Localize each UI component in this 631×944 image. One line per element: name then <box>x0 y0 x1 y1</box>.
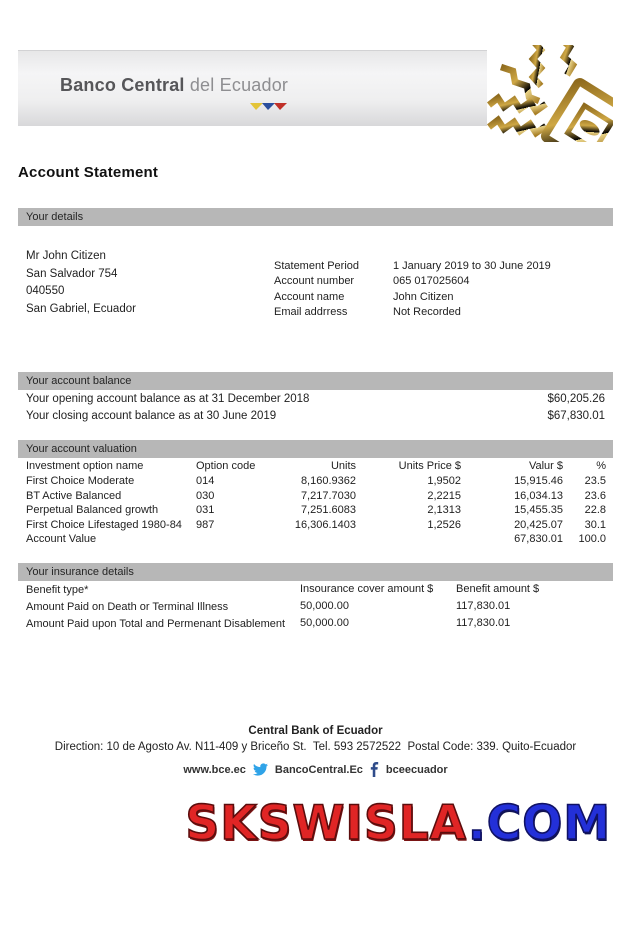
details-block <box>18 248 613 320</box>
detail-value: 065 017025604 <box>393 275 470 288</box>
units-price <box>356 532 461 547</box>
address-line: Mr John Citizen <box>26 250 106 262</box>
opening-balance-value: $60,205.26 <box>547 393 605 406</box>
investment-name: Perpetual Balanced growth <box>26 504 159 517</box>
option-code: 987 <box>196 518 215 531</box>
percent: 30.1 <box>584 518 606 531</box>
opening-balance-label: Your opening account balance as at 31 December 2018 <box>26 393 310 406</box>
units <box>268 532 356 547</box>
investment-name: First Choice Lifestaged 1980-84 <box>26 518 182 531</box>
twitter-handle[interactable]: BancoCentral.Ec <box>274 763 363 776</box>
closing-balance-value: $67,830.01 <box>547 410 605 423</box>
bank-header-banner <box>18 50 613 126</box>
column-header: Valur $ <box>528 460 563 473</box>
detail-value: 1 January 2019 to 30 June 2019 <box>393 260 551 272</box>
footer-address: Direction: 10 de Agosto Av. N11-409 y Briceño St. Tel. 593 2572522 Postal Code: 339. Quito-Ecuador <box>54 741 577 754</box>
ecuador-flag-triangles-icon <box>248 99 290 117</box>
footer-social-row <box>18 762 613 777</box>
insurance-header-row <box>18 582 613 599</box>
column-header: Option code <box>196 460 256 473</box>
detail-row <box>274 290 613 305</box>
table-row <box>18 503 613 518</box>
detail-row <box>274 259 613 274</box>
column-header: Units Price $ <box>398 460 461 473</box>
facebook-handle[interactable]: bceecuador <box>385 763 448 776</box>
benefit-amount: 117,830.01 <box>456 599 511 612</box>
option-code <box>196 532 268 547</box>
detail-value: Not Recorded <box>393 305 461 318</box>
section-header-account-valuation: Your account valuation <box>18 440 613 458</box>
percent: 23.5 <box>584 475 606 488</box>
valuation-table <box>18 459 613 547</box>
percent: 23.6 <box>584 489 606 502</box>
account-value-row <box>18 532 613 547</box>
watermark-blue-text: .COM <box>467 796 611 852</box>
section-header-insurance-details: Your insurance details <box>18 563 613 581</box>
benefit-type: Amount Paid on Death or Terminal Illness <box>26 600 229 613</box>
investment-name: First Choice Moderate <box>26 475 135 488</box>
page-title: Account Statement <box>18 164 159 181</box>
units-price: 2,1313 <box>427 504 461 517</box>
watermark-red-text: SKSWISLA <box>185 796 468 852</box>
units-price: 2,2215 <box>427 489 461 502</box>
table-row <box>18 599 613 616</box>
detail-row <box>274 305 613 320</box>
section-header-your-details: Your details <box>18 208 613 226</box>
column-header: Benefit type* <box>26 584 89 597</box>
website-link[interactable]: www.bce.ec <box>183 763 246 776</box>
investment-name: Account Value <box>26 533 97 546</box>
address-line: San Gabriel, Ecuador <box>26 302 136 315</box>
closing-balance-row <box>18 407 613 424</box>
benefit-type: Amount Paid upon Total and Permenant Disablement <box>26 617 286 630</box>
column-header: Insourance cover amount $ <box>300 583 434 596</box>
units: 16,306.1403 <box>294 518 356 531</box>
units-price: 1,2526 <box>427 518 461 531</box>
opening-balance-row <box>18 390 613 407</box>
detail-row <box>274 274 613 289</box>
value: 15,455.35 <box>514 504 563 517</box>
bank-name-bold: Banco Central <box>60 75 185 95</box>
detail-label: Account number <box>274 275 355 288</box>
customer-address <box>26 248 249 320</box>
closing-balance-label: Your closing account balance as at 30 June 2019 <box>26 410 277 423</box>
statement-meta <box>274 259 613 320</box>
table-row <box>18 615 613 632</box>
option-code: 031 <box>196 504 215 517</box>
twitter-icon[interactable] <box>253 763 268 776</box>
column-header: % <box>596 460 606 473</box>
bank-logo <box>60 75 288 96</box>
units: 7,217.7030 <box>300 489 356 502</box>
address-line: 040550 <box>26 285 65 298</box>
insurance-table <box>18 582 613 632</box>
value: 20,425.07 <box>514 518 563 531</box>
benefit-amount: 117,830.01 <box>456 616 511 629</box>
table-row <box>18 474 613 489</box>
value: 16,034.13 <box>514 489 563 502</box>
percent: 22.8 <box>584 504 606 517</box>
column-header: Benefit amount $ <box>456 583 540 596</box>
facebook-icon[interactable] <box>370 762 379 777</box>
inca-sun-icon <box>487 45 613 142</box>
cover-amount: 50,000.00 <box>300 599 349 612</box>
account-statement-page <box>0 50 631 854</box>
units: 8,160.9362 <box>300 475 356 488</box>
table-row <box>18 518 613 533</box>
detail-label: Account name <box>274 290 345 303</box>
section-header-account-balance: Your account balance <box>18 372 613 390</box>
detail-label: Email addrress <box>274 305 348 318</box>
units-price: 1,9502 <box>427 475 461 488</box>
address-line: San Salvador 754 <box>26 267 118 280</box>
investment-name: BT Active Balanced <box>26 489 122 502</box>
units: 7,251.6083 <box>300 504 356 517</box>
column-header: Investment option name <box>26 460 144 473</box>
option-code: 014 <box>196 475 215 488</box>
bank-name-light: del Ecuador <box>184 75 289 95</box>
cover-amount: 50,000.00 <box>300 616 349 629</box>
detail-label: Statement Period <box>274 260 359 272</box>
value: 15,915.46 <box>514 475 563 488</box>
option-code: 030 <box>196 489 215 502</box>
footer <box>18 725 613 777</box>
footer-bank-title: Central Bank of Ecuador <box>248 725 383 738</box>
table-row <box>18 488 613 503</box>
value: 67,830.01 <box>514 533 563 546</box>
detail-value: John Citizen <box>393 290 454 303</box>
valuation-header-row <box>18 459 613 474</box>
skswisla-watermark <box>18 794 613 854</box>
percent: 100.0 <box>578 533 606 546</box>
column-header: Units <box>330 460 356 473</box>
